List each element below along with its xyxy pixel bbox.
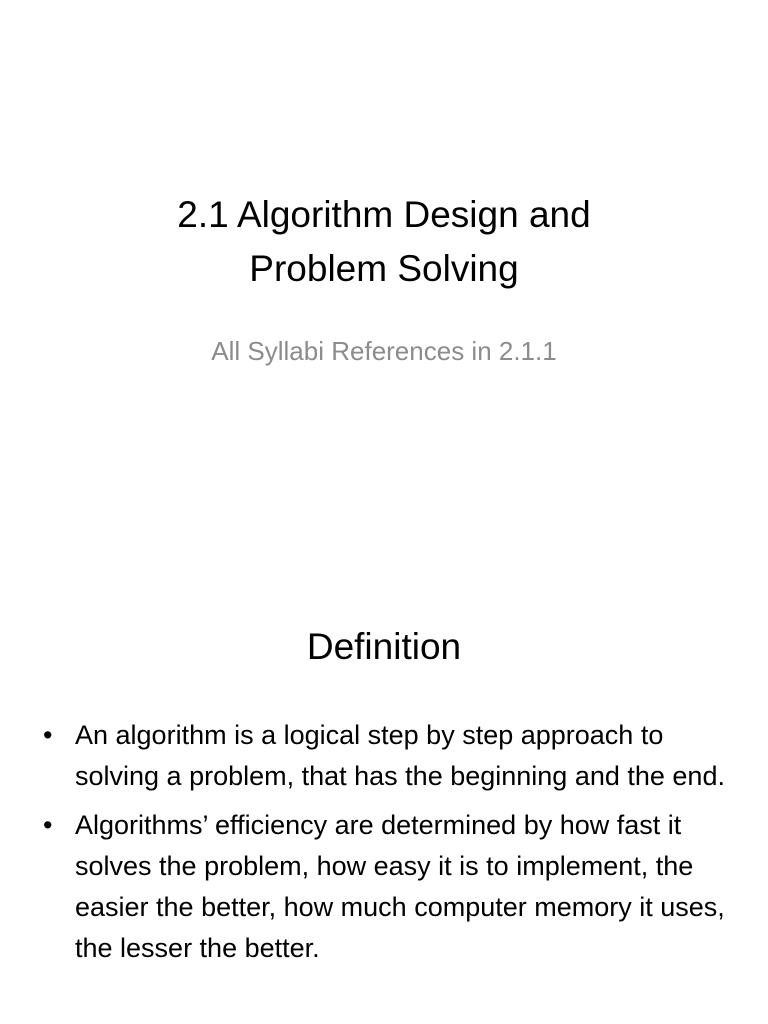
slide-subtitle: All Syllabi References in 2.1.1 <box>211 336 557 366</box>
slide-title <box>60 188 708 296</box>
bullet-text: An algorithm is a logical step by step approach to solving a problem, that has the beginning and the end. <box>75 720 725 791</box>
bullet-list <box>40 715 730 977</box>
slide-title-line-1: 2.1 Algorithm Design and <box>177 194 591 235</box>
definition-slide <box>0 576 768 1024</box>
definition-heading: Definition <box>306 626 462 667</box>
bullet-text: Algorithms’ efficiency are determined by how fast it solves the problem, how easy it is to implement, the easier the better, how much computer memory it uses, the lesser the better. <box>75 810 725 963</box>
bullet-item <box>40 715 730 797</box>
bullet-marker: • <box>43 810 53 840</box>
slide-title-line-2: Problem Solving <box>249 248 519 289</box>
bullet-marker: • <box>43 720 53 750</box>
bullet-item <box>40 805 730 969</box>
